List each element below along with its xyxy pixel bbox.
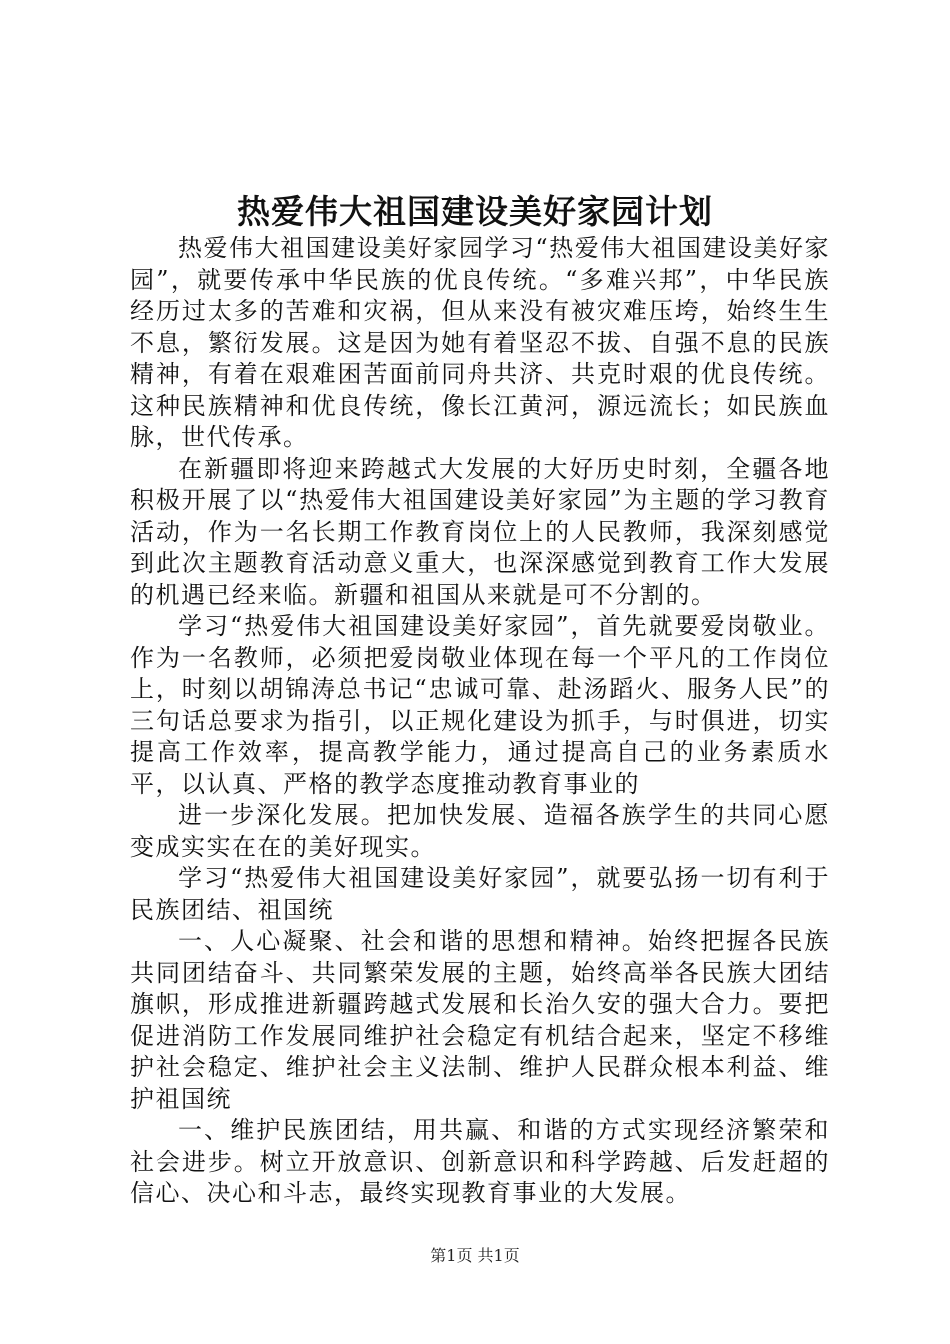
paragraph-5: 学习“热爱伟大祖国建设美好家园”，就要弘扬一切有利于民族团结、祖国统 — [130, 864, 830, 924]
document-title: 热爱伟大祖国建设美好家园计划 — [237, 192, 713, 231]
document-body — [130, 233, 830, 1210]
paragraph-6: 一、人心凝聚、社会和谐的思想和精神。始终把握各民族共同团结奋斗、共同繁荣发展的主题，始终高举各民族大团结旗帜，形成推进新疆跨越式发展和长治久安的强大合力。要把促进消防工作发展同维护社会稳定有机结合起来，坚定不移维护社会稳定、维护社会主义法制、维护人民群众根本利益、维护祖国统 — [130, 927, 830, 1113]
paragraph-3: 学习“热爱伟大祖国建设美好家园”，首先就要爱岗敬业。作为一名教师，必须把爱岗敬业体现在每一个平凡的工作岗位上，时刻以胡锦涛总书记“忠诚可靠、赴汤蹈火、服务人民”的三句话总要求为指引，以正规化建设为抓手，与时俱进，切实提高工作效率，提高教学能力，通过提高自己的业务素质水平，以认真、严格的教学态度推动教育事业的 — [130, 612, 830, 798]
paragraph-2: 在新疆即将迎来跨越式大发展的大好历史时刻，全疆各地积极开展了以“热爱伟大祖国建设美好家园”为主题的学习教育活动，作为一名长期工作教育岗位上的人民教师，我深刻感觉到此次主题教育活动意义重大，也深深感觉到教育工作大发展的机遇已经来临。新疆和祖国从来就是可不分割的。 — [130, 454, 830, 609]
paragraph-1: 热爱伟大祖国建设美好家园学习“热爱伟大祖国建设美好家园”，就要传承中华民族的优良传统。“多难兴邦”，中华民族经历过太多的苦难和灾祸，但从来没有被灾难压垮，始终生生不息，繁衍发展。这是因为她有着坚忍不拔、自强不息的民族精神，有着在艰难困苦面前同舟共济、共克时艰的优良传统。这种民族精神和优良传统，像长江黄河，源远流长；如民族血脉，世代传承。 — [130, 234, 830, 451]
paragraph-4: 进一步深化发展。把加快发展、造福各族学生的共同心愿变成实实在在的美好现实。 — [130, 801, 830, 861]
paragraph-7: 一、维护民族团结，用共赢、和谐的方式实现经济繁荣和社会进步。树立开放意识、创新意识和科学跨越、后发赶超的信心、决心和斗志，最终实现教育事业的大发展。 — [130, 1116, 830, 1207]
page-footer: 第1页 共1页 — [430, 1246, 520, 1265]
